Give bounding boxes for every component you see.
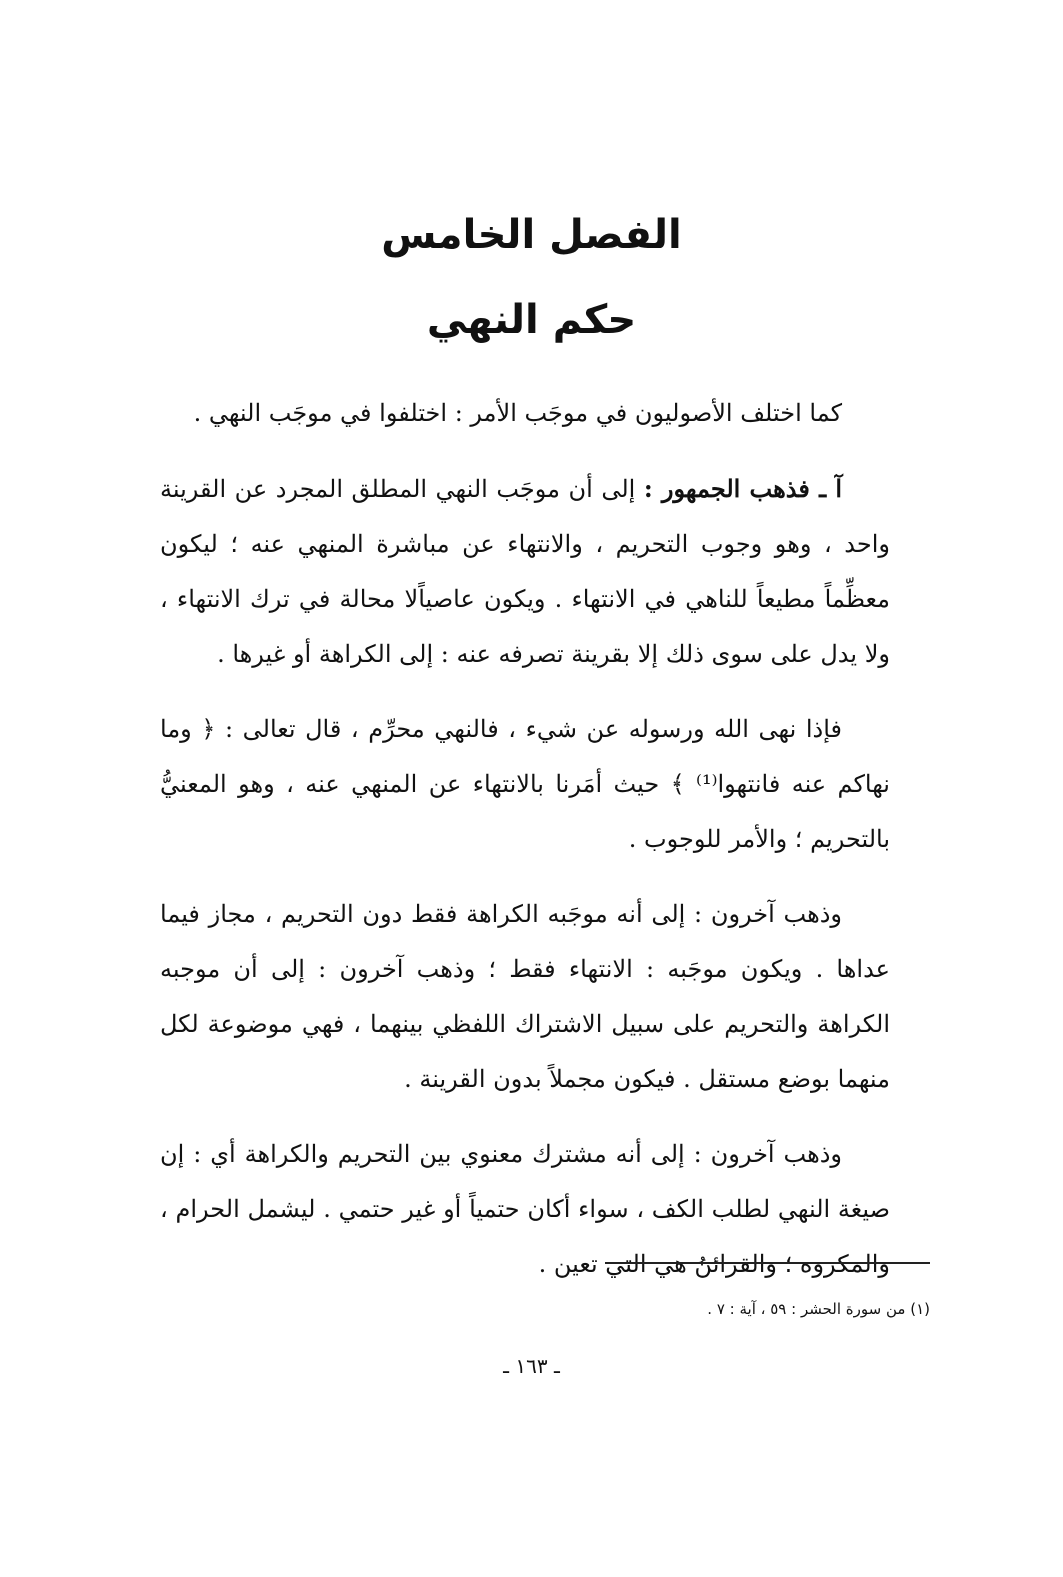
paragraph-text: كما اختلف الأصوليون في موجَب الأمر : اختلفوا في موجَب النهي .	[193, 399, 842, 427]
paragraph-other-view-1	[160, 887, 890, 1107]
paragraph-text: وذهب آخرون : إلى أنه مشترك معنوي بين التحريم والكراهة أي : إن صيغة النهي لطلب الكف ، سواء أكان حتمياً أو غير حتمي . ليشمل الحرام ، والمكروه ؛ والقرائنُ هي التي تعين .	[160, 1140, 890, 1278]
body-text	[160, 386, 890, 1312]
paragraph-other-view-2	[160, 1127, 890, 1292]
footnote-divider	[605, 1262, 930, 1264]
footnote: (١) من سورة الحشر : ٥٩ ، آية : ٧ .	[707, 1300, 930, 1318]
paragraph-lead: آ ـ فذهب الجمهور :	[643, 474, 842, 503]
paragraph-quran-evidence	[160, 702, 890, 867]
paragraph-text: فإذا نهى الله ورسوله عن شيء ، فالنهي محرِّم ، قال تعالى : ﴿ وما نهاكم عنه فانتهوا⁽¹⁾ ﴾ حيث أمَرنا بالانتهاء عن المنهي عنه ، وهو المعنيُّ بالتحريم ؛ والأمر للوجوب .	[160, 715, 890, 853]
paragraph-text: وذهب آخرون : إلى أنه موجَبه الكراهة فقط دون التحريم ، مجاز فيما عداها . ويكون موجَبه : الانتهاء فقط ؛ وذهب آخرون : إلى أن موجبه الكراهة والتحريم على سبيل الاشتراك اللفظي بينهما ، فهي موضوعة لكل منهما بوضع مستقل . فيكون مجملاً بدون القرينة .	[160, 900, 890, 1093]
paragraph-majority-view	[160, 461, 890, 682]
page-number: ـ ١٦٣ ـ	[503, 1354, 560, 1378]
chapter-subtitle: حكم النهي	[426, 297, 637, 343]
paragraph-intro	[160, 386, 890, 441]
chapter-title: الفصل الخامس	[381, 212, 682, 258]
paragraph-text: إلى أن موجَب النهي المطلق المجرد عن القرينة واحد ، وهو وجوب التحريم ، والانتهاء عن مباشرة المنهي عنه ؛ ليكون معظِّماً مطيعاً للناهي في الانتهاء . ويكون عاصياًلا محالة في ترك الانتهاء ، ولا يدل على سوى ذلك إلا بقرينة تصرفه عنه : إلى الكراهة أو غيرها .	[160, 475, 890, 668]
